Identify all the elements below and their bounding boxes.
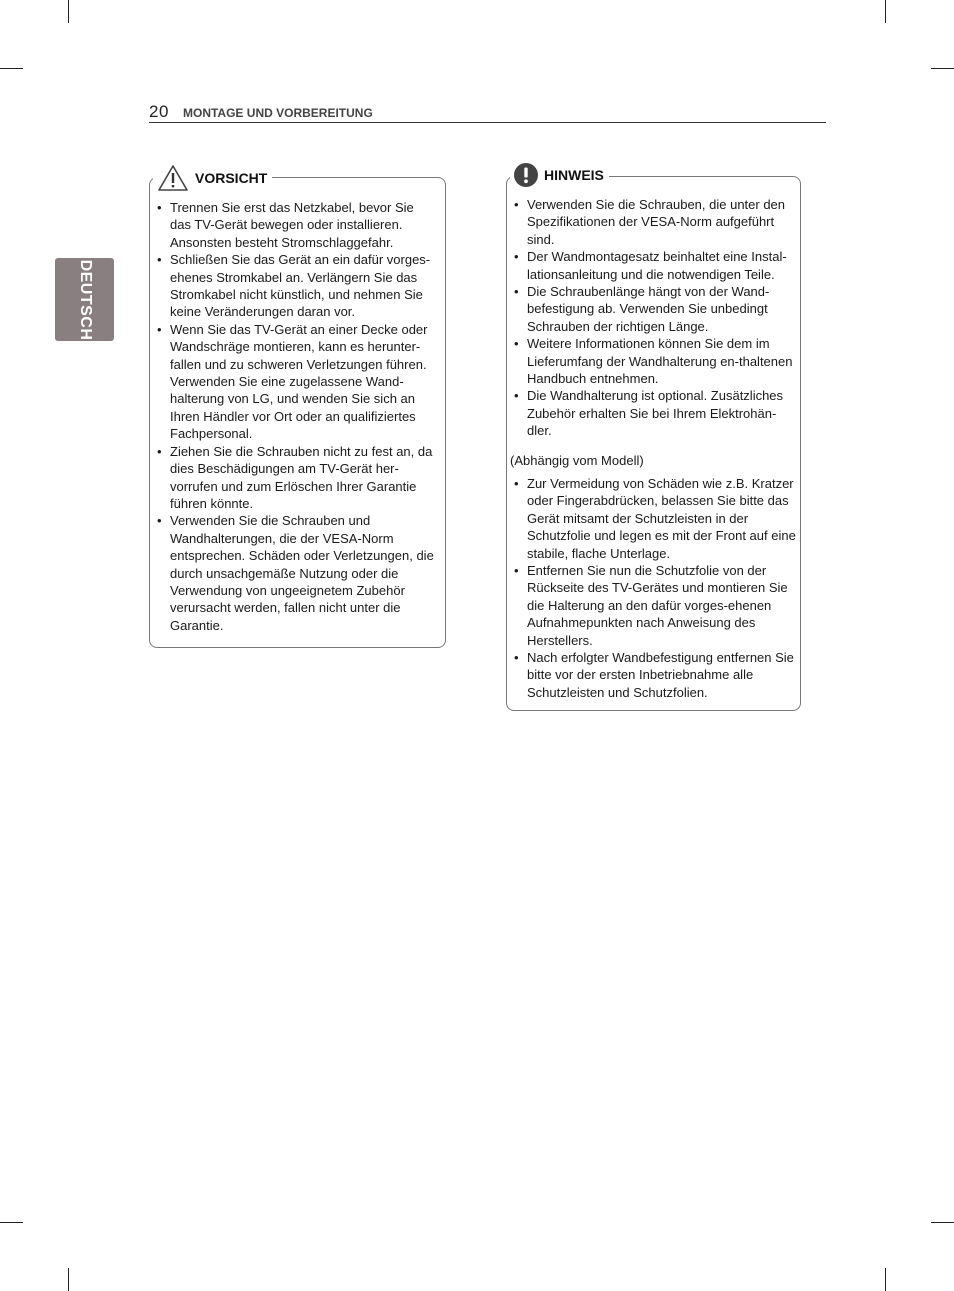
model-dependency-note: (Abhängig vom Modell)	[510, 453, 644, 468]
note-box	[506, 167, 801, 711]
crop-mark	[68, 1268, 69, 1291]
exclamation-circle-icon	[514, 163, 538, 187]
page-number: 20	[149, 102, 169, 121]
list-item: • Trennen Sie erst das Netzkabel, bevor Sie das TV-Gerät bewegen oder installieren. Ansonsten besteht Stromschlaggefahr.	[150, 199, 436, 251]
list-item: • Weitere Informationen können Sie dem im Lieferumfang der Wandhalterung en-thaltenen Handbuch entnehmen.	[507, 335, 797, 387]
section-title: MONTAGE UND VORBEREITUNG	[183, 106, 373, 120]
crop-mark	[931, 68, 954, 69]
crop-mark	[885, 1268, 886, 1291]
note-heading	[510, 163, 609, 187]
caution-title: VORSICHT	[195, 170, 268, 186]
page-header	[149, 102, 826, 123]
list-item: • Schließen Sie das Gerät an ein dafür vorges-ehenes Stromkabel an. Verlängern Sie das Stromkabel nicht künstlich, und nehmen Sie keine Veränderungen daran vor.	[150, 251, 436, 321]
crop-mark	[0, 68, 23, 69]
list-item: • Nach erfolgter Wandbefestigung entfernen Sie bitte vor der ersten Inbetriebnahme alle Schutzleisten und Schutzfolien.	[507, 649, 797, 701]
caution-box	[149, 170, 446, 648]
language-tab-label: DEUTSCH	[76, 259, 94, 340]
crop-mark	[68, 0, 69, 23]
caution-heading	[153, 164, 272, 192]
note-list	[507, 196, 797, 440]
list-item: • Zur Vermeidung von Schäden wie z.B. Kratzer oder Fingerabdrücken, belassen Sie bitte das Gerät mitsamt der Schutzleisten in der Schutzfolie und legen es mit der Front auf eine stabile, flache Unterlage.	[507, 475, 797, 562]
model-note-list	[507, 475, 797, 701]
language-tab	[55, 258, 114, 341]
list-item: • Die Wandhalterung ist optional. Zusätzliches Zubehör erhalten Sie bei Ihrem Elektrohän-dler.	[507, 387, 797, 439]
list-item: • Verwenden Sie die Schrauben und Wandhalterungen, die der VESA-Norm entsprechen. Schäden oder Verletzungen, die durch unsachgemäße Nutzung oder die Verwendung von ungeeignetem Zubehör verursacht werden, fallen nicht unter die Garantie.	[150, 512, 436, 634]
list-item: • Die Schraubenlänge hängt von der Wand-befestigung ab. Verwenden Sie unbedingt Schrauben der richtigen Länge.	[507, 283, 797, 335]
warning-triangle-icon	[157, 164, 189, 192]
list-item: • Entfernen Sie nun die Schutzfolie von der Rückseite des TV-Gerätes und montieren Sie die Halterung an den dafür vorges-ehenen Aufnahmepunkten nach Anweisung des Herstellers.	[507, 562, 797, 649]
list-item: • Der Wandmontagesatz beinhaltet eine Instal-lationsanleitung und die notwendigen Teile.	[507, 248, 797, 283]
crop-mark	[0, 1222, 23, 1223]
list-item: • Ziehen Sie die Schrauben nicht zu fest an, da dies Beschädigungen am TV-Gerät her-vorrufen und zum Erlöschen Ihrer Garantie führen könnte.	[150, 443, 436, 513]
note-title: HINWEIS	[544, 167, 604, 183]
crop-mark	[885, 0, 886, 23]
caution-list	[150, 199, 436, 634]
list-item: • Verwenden Sie die Schrauben, die unter den Spezifikationen der VESA-Norm aufgeführt sind.	[507, 196, 797, 248]
crop-mark	[931, 1222, 954, 1223]
list-item: • Wenn Sie das TV-Gerät an einer Decke oder Wandschräge montieren, kann es herunter-fallen und zu schweren Verletzungen führen. Verwenden Sie eine zugelassene Wand-halterung von LG, und wenden Sie sich an Ihren Händler vor Ort oder an qualifiziertes Fachpersonal.	[150, 321, 436, 443]
